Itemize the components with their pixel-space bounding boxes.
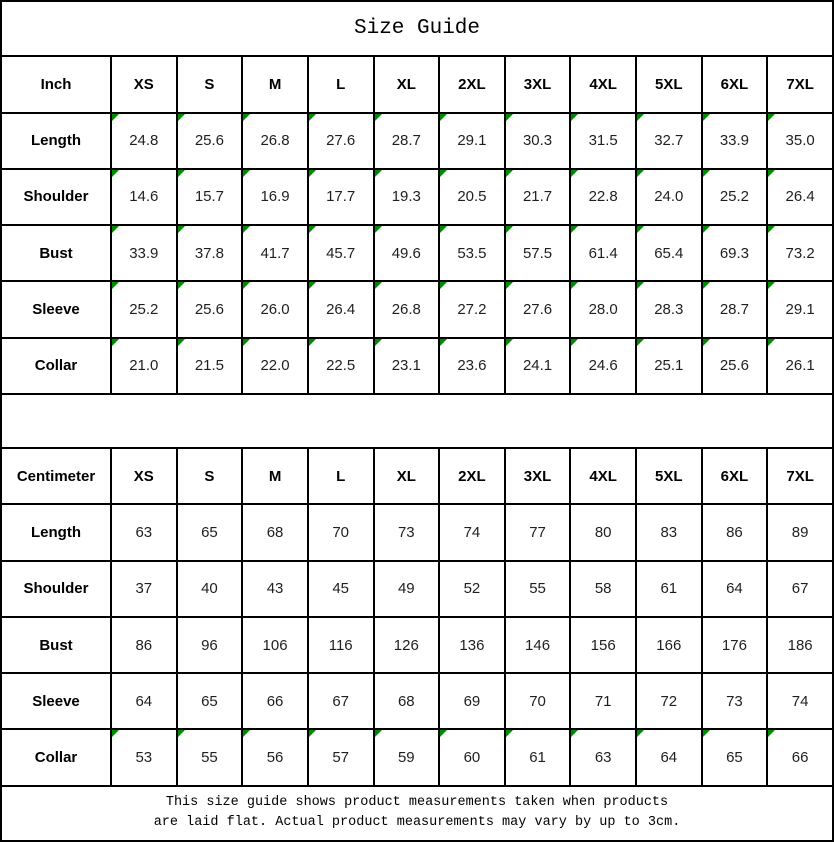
value-cell: 28.3 — [636, 281, 702, 337]
table-row-cm-sleeve — [1, 673, 833, 729]
green-corner-triangle-icon — [637, 170, 644, 177]
value-cell: 57.5 — [505, 225, 571, 281]
value-cell: 66 — [767, 729, 833, 785]
size-header-6xl: 6XL — [702, 448, 768, 504]
size-header-7xl: 7XL — [767, 56, 833, 112]
value-cell: 33.9 — [702, 113, 768, 169]
green-corner-triangle-icon — [178, 170, 185, 177]
green-corner-triangle-icon — [703, 339, 710, 346]
value-cell: 57 — [308, 729, 374, 785]
size-header-xs: XS — [111, 448, 177, 504]
value-cell: 24.1 — [505, 338, 571, 394]
value-cell: 25.2 — [111, 281, 177, 337]
value-cell: 58 — [570, 561, 636, 617]
green-corner-triangle-icon — [768, 282, 775, 289]
green-corner-triangle-icon — [178, 226, 185, 233]
green-corner-triangle-icon — [571, 282, 578, 289]
green-corner-triangle-icon — [112, 282, 119, 289]
green-corner-triangle-icon — [703, 114, 710, 121]
value-cell: 66 — [242, 673, 308, 729]
value-cell: 69 — [439, 673, 505, 729]
value-cell: 35.0 — [767, 113, 833, 169]
value-cell: 65 — [702, 729, 768, 785]
table-row-inch-bust — [1, 225, 833, 281]
value-cell: 126 — [374, 617, 440, 673]
value-cell: 69.3 — [702, 225, 768, 281]
size-header-l: L — [308, 56, 374, 112]
value-cell: 65.4 — [636, 225, 702, 281]
green-corner-triangle-icon — [243, 114, 250, 121]
value-cell: 70 — [308, 504, 374, 560]
footer-note — [1, 786, 833, 841]
value-cell: 28.7 — [702, 281, 768, 337]
title-row — [1, 1, 833, 56]
green-corner-triangle-icon — [112, 339, 119, 346]
value-cell: 28.7 — [374, 113, 440, 169]
cm-section — [1, 448, 833, 786]
value-cell: 31.5 — [570, 113, 636, 169]
footer-note-line-2: are laid flat. Actual product measurements may vary by up to 3cm. — [153, 815, 681, 831]
value-cell: 24.8 — [111, 113, 177, 169]
green-corner-triangle-icon — [309, 226, 316, 233]
table-row-cm-collar — [1, 729, 833, 785]
green-corner-triangle-icon — [703, 170, 710, 177]
value-cell: 80 — [570, 504, 636, 560]
footer-row — [1, 786, 833, 841]
value-cell: 19.3 — [374, 169, 440, 225]
size-header-m: M — [242, 56, 308, 112]
value-cell: 61 — [636, 561, 702, 617]
green-corner-triangle-icon — [440, 730, 447, 737]
value-cell: 21.5 — [177, 338, 243, 394]
value-cell: 86 — [111, 617, 177, 673]
table-row-cm-length — [1, 504, 833, 560]
value-cell: 30.3 — [505, 113, 571, 169]
table-row-inch-shoulder — [1, 169, 833, 225]
value-cell: 14.6 — [111, 169, 177, 225]
green-corner-triangle-icon — [571, 339, 578, 346]
size-header-xl: XL — [374, 56, 440, 112]
value-cell: 41.7 — [242, 225, 308, 281]
size-header-xl: XL — [374, 448, 440, 504]
green-corner-triangle-icon — [112, 730, 119, 737]
table-row-cm-shoulder — [1, 561, 833, 617]
size-header-5xl: 5XL — [636, 56, 702, 112]
value-cell: 49.6 — [374, 225, 440, 281]
green-corner-triangle-icon — [768, 730, 775, 737]
value-cell: 45.7 — [308, 225, 374, 281]
value-cell: 24.0 — [636, 169, 702, 225]
value-cell: 23.6 — [439, 338, 505, 394]
spacer-row — [1, 394, 833, 448]
size-header-3xl: 3XL — [505, 448, 571, 504]
value-cell: 60 — [439, 729, 505, 785]
value-cell: 74 — [439, 504, 505, 560]
value-cell: 186 — [767, 617, 833, 673]
green-corner-triangle-icon — [309, 339, 316, 346]
value-cell: 15.7 — [177, 169, 243, 225]
green-corner-triangle-icon — [243, 226, 250, 233]
value-cell: 74 — [767, 673, 833, 729]
value-cell: 27.6 — [308, 113, 374, 169]
green-corner-triangle-icon — [440, 226, 447, 233]
green-corner-triangle-icon — [768, 114, 775, 121]
value-cell: 43 — [242, 561, 308, 617]
value-cell: 53 — [111, 729, 177, 785]
size-header-6xl: 6XL — [702, 56, 768, 112]
value-cell: 65 — [177, 673, 243, 729]
value-cell: 21.7 — [505, 169, 571, 225]
value-cell: 96 — [177, 617, 243, 673]
green-corner-triangle-icon — [440, 114, 447, 121]
value-cell: 70 — [505, 673, 571, 729]
value-cell: 68 — [374, 673, 440, 729]
value-cell: 64 — [111, 673, 177, 729]
green-corner-triangle-icon — [768, 339, 775, 346]
green-corner-triangle-icon — [243, 282, 250, 289]
value-cell: 52 — [439, 561, 505, 617]
spacer-section — [1, 394, 833, 448]
green-corner-triangle-icon — [375, 114, 382, 121]
value-cell: 55 — [177, 729, 243, 785]
value-cell: 26.1 — [767, 338, 833, 394]
value-cell: 25.2 — [702, 169, 768, 225]
inch-unit-header: Inch — [1, 56, 111, 112]
value-cell: 32.7 — [636, 113, 702, 169]
value-cell: 83 — [636, 504, 702, 560]
size-header-m: M — [242, 448, 308, 504]
row-label: Shoulder — [1, 561, 111, 617]
green-corner-triangle-icon — [243, 730, 250, 737]
size-header-2xl: 2XL — [439, 448, 505, 504]
green-corner-triangle-icon — [571, 114, 578, 121]
value-cell: 63 — [570, 729, 636, 785]
value-cell: 25.6 — [702, 338, 768, 394]
green-corner-triangle-icon — [375, 226, 382, 233]
green-corner-triangle-icon — [375, 730, 382, 737]
green-corner-triangle-icon — [375, 170, 382, 177]
value-cell: 26.4 — [308, 281, 374, 337]
table-row-inch-sleeve — [1, 281, 833, 337]
value-cell: 26.8 — [242, 113, 308, 169]
value-cell: 20.5 — [439, 169, 505, 225]
value-cell: 27.2 — [439, 281, 505, 337]
value-cell: 64 — [636, 729, 702, 785]
inch-header-row — [1, 56, 833, 112]
green-corner-triangle-icon — [768, 226, 775, 233]
row-label: Length — [1, 504, 111, 560]
green-corner-triangle-icon — [112, 170, 119, 177]
value-cell: 166 — [636, 617, 702, 673]
value-cell: 68 — [242, 504, 308, 560]
size-header-7xl: 7XL — [767, 448, 833, 504]
row-label: Collar — [1, 338, 111, 394]
green-corner-triangle-icon — [112, 114, 119, 121]
green-corner-triangle-icon — [506, 282, 513, 289]
green-corner-triangle-icon — [703, 282, 710, 289]
value-cell: 55 — [505, 561, 571, 617]
green-corner-triangle-icon — [703, 730, 710, 737]
value-cell: 16.9 — [242, 169, 308, 225]
row-label: Shoulder — [1, 169, 111, 225]
value-cell: 29.1 — [767, 281, 833, 337]
value-cell: 61.4 — [570, 225, 636, 281]
value-cell: 89 — [767, 504, 833, 560]
value-cell: 146 — [505, 617, 571, 673]
size-header-s: S — [177, 56, 243, 112]
green-corner-triangle-icon — [506, 226, 513, 233]
title-section — [1, 1, 833, 56]
size-header-l: L — [308, 448, 374, 504]
green-corner-triangle-icon — [309, 282, 316, 289]
green-corner-triangle-icon — [506, 339, 513, 346]
value-cell: 45 — [308, 561, 374, 617]
value-cell: 64 — [702, 561, 768, 617]
value-cell: 27.6 — [505, 281, 571, 337]
green-corner-triangle-icon — [440, 339, 447, 346]
inch-section — [1, 56, 833, 394]
value-cell: 29.1 — [439, 113, 505, 169]
value-cell: 67 — [767, 561, 833, 617]
row-label: Bust — [1, 225, 111, 281]
green-corner-triangle-icon — [112, 226, 119, 233]
size-header-4xl: 4XL — [570, 448, 636, 504]
cm-unit-header: Centimeter — [1, 448, 111, 504]
table-row-inch-collar — [1, 338, 833, 394]
green-corner-triangle-icon — [309, 730, 316, 737]
value-cell: 23.1 — [374, 338, 440, 394]
size-header-3xl: 3XL — [505, 56, 571, 112]
value-cell: 17.7 — [308, 169, 374, 225]
green-corner-triangle-icon — [637, 730, 644, 737]
value-cell: 65 — [177, 504, 243, 560]
value-cell: 33.9 — [111, 225, 177, 281]
green-corner-triangle-icon — [571, 226, 578, 233]
spacer-cell — [1, 394, 833, 448]
value-cell: 67 — [308, 673, 374, 729]
green-corner-triangle-icon — [506, 170, 513, 177]
green-corner-triangle-icon — [506, 730, 513, 737]
row-label: Bust — [1, 617, 111, 673]
green-corner-triangle-icon — [375, 282, 382, 289]
green-corner-triangle-icon — [506, 114, 513, 121]
value-cell: 116 — [308, 617, 374, 673]
green-corner-triangle-icon — [375, 339, 382, 346]
size-header-xs: XS — [111, 56, 177, 112]
value-cell: 77 — [505, 504, 571, 560]
value-cell: 22.0 — [242, 338, 308, 394]
value-cell: 73 — [374, 504, 440, 560]
value-cell: 26.8 — [374, 281, 440, 337]
value-cell: 26.0 — [242, 281, 308, 337]
row-label: Length — [1, 113, 111, 169]
green-corner-triangle-icon — [571, 170, 578, 177]
value-cell: 49 — [374, 561, 440, 617]
value-cell: 176 — [702, 617, 768, 673]
green-corner-triangle-icon — [637, 282, 644, 289]
value-cell: 61 — [505, 729, 571, 785]
green-corner-triangle-icon — [440, 282, 447, 289]
value-cell: 106 — [242, 617, 308, 673]
row-label: Sleeve — [1, 673, 111, 729]
value-cell: 24.6 — [570, 338, 636, 394]
value-cell: 63 — [111, 504, 177, 560]
green-corner-triangle-icon — [178, 114, 185, 121]
green-corner-triangle-icon — [703, 226, 710, 233]
value-cell: 40 — [177, 561, 243, 617]
value-cell: 156 — [570, 617, 636, 673]
green-corner-triangle-icon — [637, 226, 644, 233]
value-cell: 28.0 — [570, 281, 636, 337]
value-cell: 73.2 — [767, 225, 833, 281]
value-cell: 73 — [702, 673, 768, 729]
value-cell: 136 — [439, 617, 505, 673]
size-header-4xl: 4XL — [570, 56, 636, 112]
green-corner-triangle-icon — [637, 114, 644, 121]
value-cell: 56 — [242, 729, 308, 785]
value-cell: 71 — [570, 673, 636, 729]
page-title: Size Guide — [1, 1, 833, 56]
size-header-5xl: 5XL — [636, 448, 702, 504]
value-cell: 26.4 — [767, 169, 833, 225]
value-cell: 72 — [636, 673, 702, 729]
cm-header-row — [1, 448, 833, 504]
green-corner-triangle-icon — [243, 339, 250, 346]
table-row-cm-bust — [1, 617, 833, 673]
green-corner-triangle-icon — [309, 170, 316, 177]
green-corner-triangle-icon — [637, 339, 644, 346]
value-cell: 25.1 — [636, 338, 702, 394]
value-cell: 21.0 — [111, 338, 177, 394]
value-cell: 25.6 — [177, 113, 243, 169]
row-label: Sleeve — [1, 281, 111, 337]
green-corner-triangle-icon — [178, 339, 185, 346]
green-corner-triangle-icon — [243, 170, 250, 177]
value-cell: 22.8 — [570, 169, 636, 225]
size-header-2xl: 2XL — [439, 56, 505, 112]
value-cell: 37.8 — [177, 225, 243, 281]
green-corner-triangle-icon — [571, 730, 578, 737]
value-cell: 59 — [374, 729, 440, 785]
table-row-inch-length — [1, 113, 833, 169]
green-corner-triangle-icon — [440, 170, 447, 177]
green-corner-triangle-icon — [309, 114, 316, 121]
green-corner-triangle-icon — [178, 282, 185, 289]
value-cell: 37 — [111, 561, 177, 617]
footer-section — [1, 786, 833, 841]
green-corner-triangle-icon — [768, 170, 775, 177]
row-label: Collar — [1, 729, 111, 785]
size-header-s: S — [177, 448, 243, 504]
value-cell: 53.5 — [439, 225, 505, 281]
footer-note-line-1: This size guide shows product measurements taken when products — [165, 795, 669, 811]
value-cell: 22.5 — [308, 338, 374, 394]
green-corner-triangle-icon — [178, 730, 185, 737]
value-cell: 86 — [702, 504, 768, 560]
value-cell: 25.6 — [177, 281, 243, 337]
